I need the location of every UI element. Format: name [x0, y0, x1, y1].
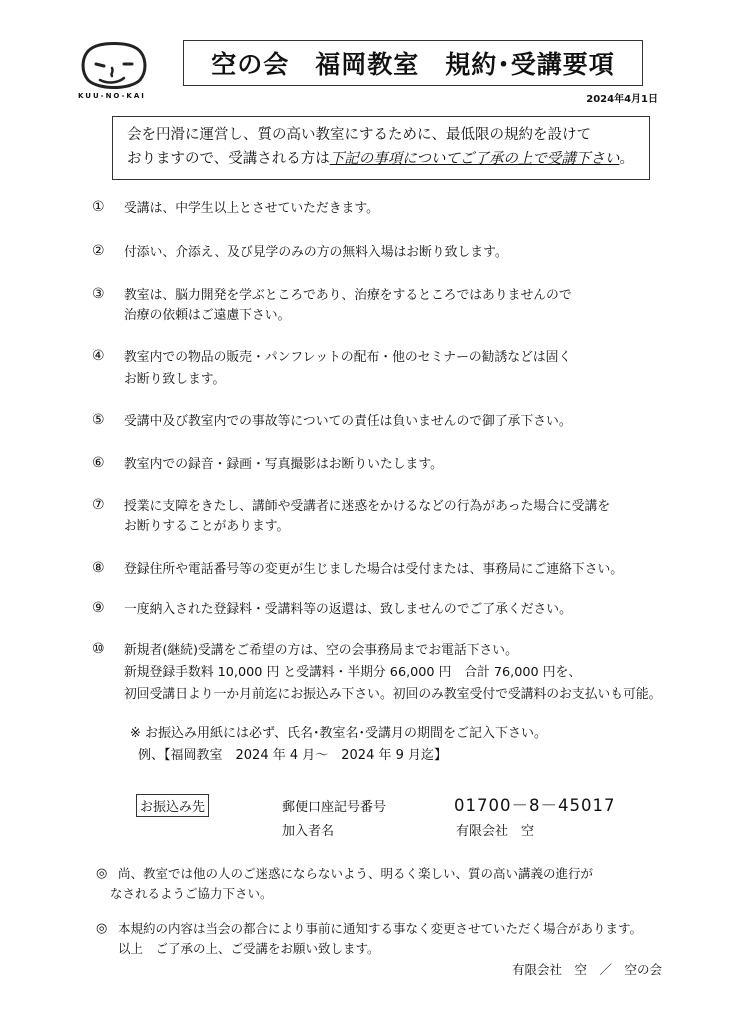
- rule-line: 登録住所や電話番号等の変更が生じました場合は受付または、事務局にご連絡下さい。: [124, 562, 624, 577]
- intro-line-2-underlined: 下記の事項についてご了承の上で受講下さい: [329, 151, 620, 167]
- rule-number: ③: [92, 286, 105, 302]
- rule-number: ⑦: [92, 497, 105, 513]
- footer-mark: ◎: [96, 921, 108, 936]
- rule-number: ⑥: [92, 455, 105, 471]
- rule-number: ②: [92, 243, 105, 259]
- footer-line: 尚、教室では他の人のご迷惑にならないよう、明るく楽しい、質の高い講義の進行が: [118, 866, 594, 881]
- rule-line: お断りすることがあります。: [124, 519, 290, 534]
- intro-line-1: 会を円滑に運営し、質の高い教室にするために、最低限の規約を設けて: [127, 127, 591, 143]
- account-number: 01700－8－45017: [454, 796, 616, 815]
- payment-destination-label: お振込み先: [136, 794, 209, 817]
- rule-number: ⑤: [92, 412, 105, 428]
- page-title: 空の会 福岡教室 規約･受講要項: [183, 40, 643, 86]
- intro-box: [112, 116, 650, 180]
- rule-number: ⑨: [92, 600, 105, 616]
- rule-line: 受講中及び教室内での事故等についての責任は負いませんので御了承下さい。: [124, 414, 572, 429]
- holder-name: 有限会社 空: [456, 824, 535, 839]
- rule-line: 教室内での録音・録画・写真撮影はお断りいたします。: [124, 457, 443, 472]
- footer-line: なされるようご協力下さい。: [110, 886, 273, 901]
- intro-line-2: [127, 147, 649, 171]
- rule-line: 教室は、脳力開発を学ぶところであり、治療をするところではありませんので: [124, 288, 572, 303]
- face-logo-icon: [78, 40, 150, 92]
- rule-line: 受講は、中学生以上とさせていただきます。: [124, 201, 379, 216]
- intro-line-2-end: 。: [619, 151, 634, 167]
- transfer-note: ※ お振込み用紙には必ず、氏名･教室名･受講月の期間をご記入下さい。: [130, 726, 547, 741]
- rule-number: ①: [92, 199, 105, 215]
- rule-line: 新規者(継続)受講をご希望の方は、空の会事務局までお電話下さい。: [124, 643, 518, 658]
- rule-number: ④: [92, 348, 105, 364]
- document-date: 2024年4月1日: [586, 94, 658, 105]
- rule-number: ⑩: [92, 641, 105, 657]
- rule-line: 授業に支障をきたし、講師や受講者に迷惑をかけるなどの行為があった場合に受講を: [124, 499, 611, 514]
- footer-line: 以上 ご了承の上、ご受講をお願い致します。: [118, 941, 380, 956]
- rule-line: 新規登録手数料 10,000 円 と受講料・半期分 66,000 円 合計 76,000 円を、: [124, 665, 582, 680]
- transfer-example: 例、【福岡教室 2024 年 4 月～ 2024 年 9 月迄】: [138, 748, 448, 763]
- footer-line: 本規約の内容は当会の都合により事前に通知する事なく変更させていただく場合があります。: [118, 921, 643, 936]
- logo-caption: KUU-NO-KAI: [78, 92, 146, 100]
- rule-line: お断り致します。: [124, 372, 226, 387]
- rule-line: 初回受講日より一か月前迄にお振込み下さい。初回のみ教室受付で受講料のお支払いも可能。: [124, 687, 662, 702]
- rule-line: 治療の依頼はご遠慮下さい。: [124, 308, 291, 323]
- intro-line-2-plain: おりますので、受講される方は: [127, 151, 330, 167]
- kuu-no-kai-logo: [78, 40, 168, 106]
- signature: 有限会社 空 ／ 空の会: [511, 962, 662, 977]
- rule-line: 付添い、介添え、及び見学のみの方の無料入場はお断り致します。: [124, 245, 508, 260]
- footer-mark: ◎: [96, 866, 108, 881]
- rule-number: ⑧: [92, 560, 105, 576]
- rule-line: 一度納入された登録料・受講料等の返還は、致しませんのでご了承ください。: [124, 602, 572, 617]
- rule-line: 教室内での物品の販売・パンフレットの配布・他のセミナーの勧誘などは固く: [124, 350, 572, 365]
- holder-label: 加入者名: [282, 824, 335, 839]
- account-label: 郵便口座記号番号: [282, 800, 387, 815]
